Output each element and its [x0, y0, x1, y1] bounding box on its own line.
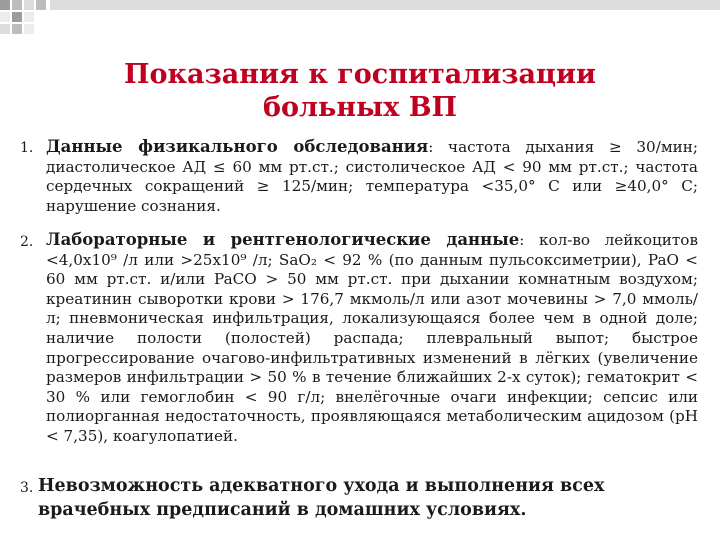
- deco-square: [24, 24, 34, 34]
- deco-square: [24, 0, 34, 10]
- item-3-lead: Невозможность адекватного ухода и выполнения всех врачебных предписаний в домашних условиях.: [38, 476, 605, 520]
- item-2: [46, 230, 698, 447]
- deco-square: [0, 0, 10, 10]
- item-2-number: 2.: [20, 234, 34, 250]
- item-1: [46, 137, 698, 216]
- deco-square: [12, 24, 22, 34]
- item-2-body: : кол-во лейкоцитов <4,0x10⁹ /л или >25x10⁹ /л; SaO₂ < 92 % (по данным пульсоксиметрии), PaO < 60 мм рт.ст. и/или PaCO > 50 мм рт.ст. при дыхании комнатным воздухом; креатинин сыворотки крови > 176,7 мкмоль/л или азот мочевины > 7,0 ммоль/л; пневмоническая инфильтрация, локализующаяся более чем в одной доле; наличие полости (полостей) распада; плевральный выпот; быстрое прогрессирование очагово-инфильтративных изменений в лёгких (увеличение размеров инфильтрации > 50 % в течение ближайших 2-х суток); гематокрит < 30 % или гемоглобин < 90 г/л; внелёгочные очаги инфекции; сепсис или полиорганная недостаточность, проявляющаяся метаболическим ацидозом (pH < 7,35), коагулопатией.: [46, 231, 699, 445]
- decorative-squares-header: [0, 0, 720, 40]
- item-3: [38, 474, 658, 522]
- deco-square: [12, 0, 22, 10]
- item-3-number: 3.: [20, 480, 34, 496]
- title-line-1: Показания к госпитализации: [123, 59, 597, 90]
- deco-square: [0, 24, 10, 34]
- deco-square: [0, 12, 10, 22]
- deco-square: [36, 0, 46, 10]
- deco-strip: [50, 0, 720, 10]
- title-line-2: больных ВП: [262, 92, 458, 123]
- item-1-lead: Данные физикального обследования: [46, 137, 429, 156]
- item-1-number: 1.: [20, 140, 34, 156]
- deco-square: [12, 12, 22, 22]
- slide-title: [0, 58, 720, 124]
- deco-square: [24, 12, 34, 22]
- item-1-body: : частота дыхания ≥ 30/мин; диастолическое АД ≤ 60 мм рт.ст.; систолическое АД < 90 мм рт.ст.; частота сердечных сокращений ≥ 125/мин; температура <35,0° С или ≥40,0° С; нарушение сознания.: [46, 138, 699, 215]
- item-2-lead: Лабораторные и рентгенологические данные: [46, 230, 520, 249]
